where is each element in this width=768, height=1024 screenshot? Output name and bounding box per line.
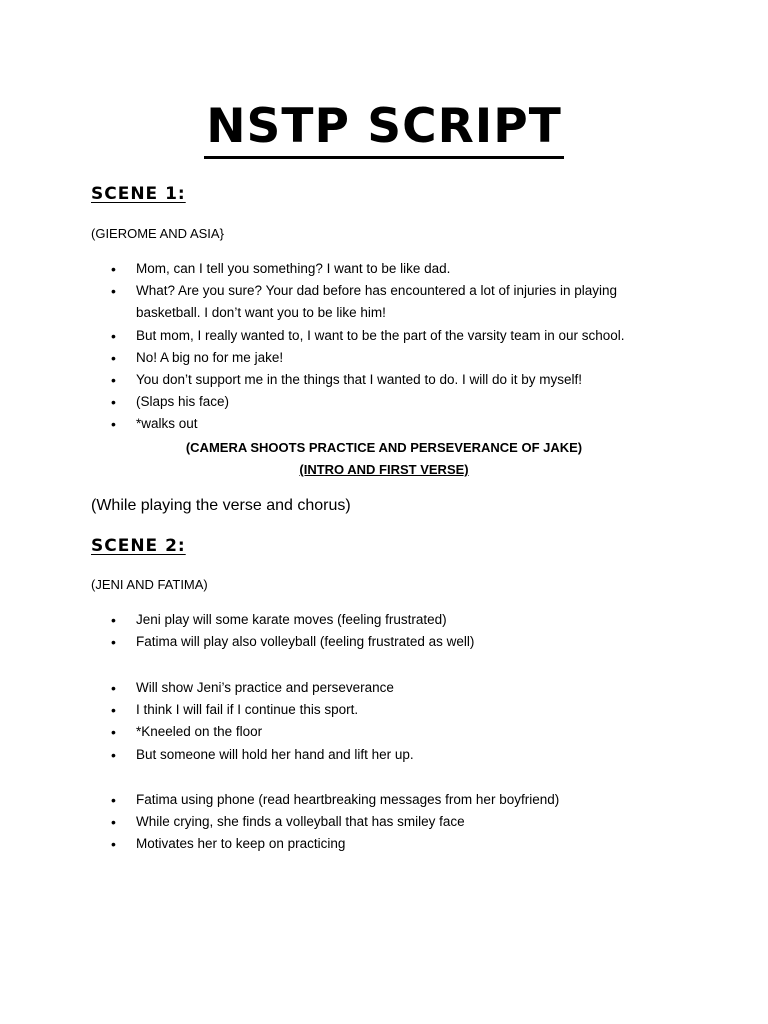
scene-2-bullet-list-3: [91, 789, 671, 856]
scene-2-bullet-list-1: [91, 609, 671, 653]
list-item: • Motivates her to keep on practicing: [91, 833, 671, 855]
list-item: • Fatima will play also volleyball (feeling frustrated as well): [91, 631, 671, 653]
list-item: • Will show Jeni’s practice and perseverance: [91, 677, 671, 699]
scene-2-cast: (JENI AND FATIMA): [91, 577, 208, 592]
list-item: • I think I will fail if I continue this sport.: [91, 699, 671, 721]
scene-1-cast: (GIEROME AND ASIA}: [91, 226, 224, 241]
list-item: • (Slaps his face): [91, 391, 671, 413]
list-item: • Mom, can I tell you something? I want to be like dad.: [91, 258, 671, 280]
list-item: • *Kneeled on the floor: [91, 721, 671, 743]
interlude-note: (While playing the verse and chorus): [91, 497, 351, 514]
document-title: NSTP SCRIPT: [204, 98, 564, 159]
camera-direction: [0, 440, 768, 455]
list-item: • Fatima using phone (read heartbreaking messages from her boyfriend): [91, 789, 671, 811]
list-item: • Jeni play will some karate moves (feeling frustrated): [91, 609, 671, 631]
music-cue-text: (INTRO AND FIRST VERSE): [299, 462, 469, 477]
list-item: • While crying, she finds a volleyball that has smiley face: [91, 811, 671, 833]
scene-1-bullet-list: [91, 258, 671, 436]
music-cue: [0, 462, 768, 477]
list-item: • But mom, I really wanted to, I want to be the part of the varsity team in our school.: [91, 325, 671, 347]
document-title-block: [0, 98, 768, 159]
list-item: • You don’t support me in the things that I wanted to do. I will do it by myself!: [91, 369, 671, 391]
list-item: • No! A big no for me jake!: [91, 347, 671, 369]
camera-direction-text: (CAMERA SHOOTS PRACTICE AND PERSEVERANCE OF JAKE): [185, 440, 583, 455]
scene-1-heading: SCENE 1:: [91, 184, 186, 204]
scene-2-heading: SCENE 2:: [91, 536, 186, 556]
scene-2-bullet-list-2: [91, 677, 671, 766]
list-item: • *walks out: [91, 413, 671, 435]
list-item: • But someone will hold her hand and lift her up.: [91, 744, 671, 766]
list-item: • What? Are you sure? Your dad before has encountered a lot of injuries in playing basketball. I don’t want you to be like him!: [91, 280, 671, 324]
